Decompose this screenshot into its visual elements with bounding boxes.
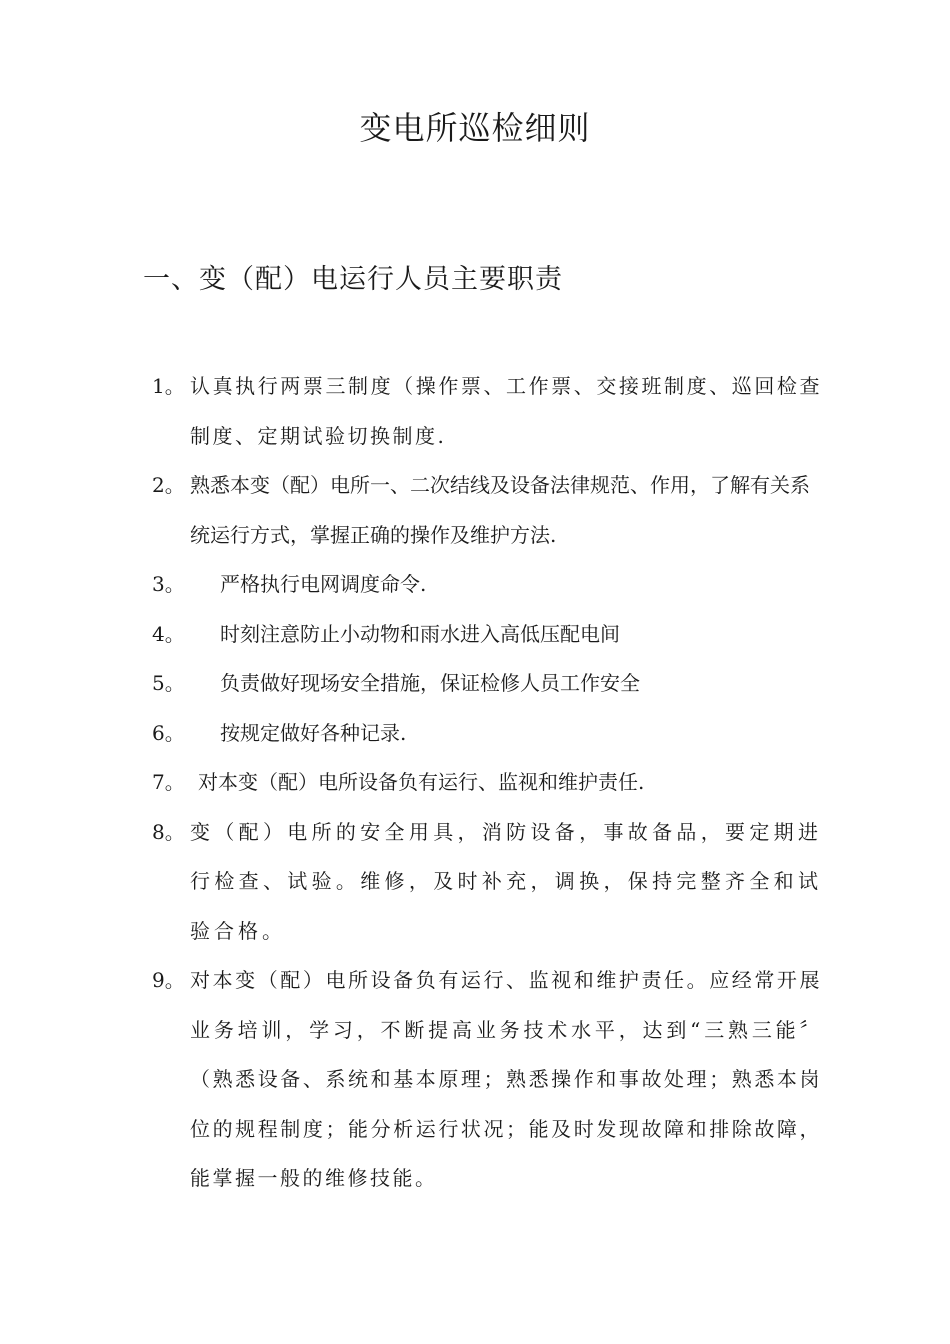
list-item-text: 按规定做好各种记录. bbox=[220, 720, 407, 745]
list-item-text: 变（配）电所的安全用具，消防设备，事故备品，要定期进行检查、试验。维修，及时补充，调换，保持完整齐全和试验合格。 bbox=[190, 819, 822, 943]
list-item-number: 6。 bbox=[152, 720, 185, 745]
list-item bbox=[152, 610, 822, 660]
list-item-text: 认真执行两票三制度（操作票、工作票、交接班制度、巡回检查制度、定期试验切换制度. bbox=[190, 374, 822, 448]
list-item bbox=[152, 758, 822, 808]
list-item bbox=[152, 709, 822, 759]
list-item-text: 熟悉本变（配）电所一、二次结线及设备法律规范、作用，了解有关系统运行方式，掌握正确的操作及维护方法. bbox=[190, 473, 810, 547]
list-item bbox=[152, 560, 822, 610]
list-item-number: 1。 bbox=[152, 374, 185, 398]
list-item-number: 9。 bbox=[152, 968, 185, 992]
list-item-text: 对本变（配）电所设备负有运行、监视和维护责任. bbox=[198, 770, 645, 794]
list-item-text: 时刻注意防止小动物和雨水进入高低压配电间 bbox=[220, 621, 620, 646]
list-item bbox=[152, 461, 822, 560]
list-item-text: 负责做好现场安全措施，保证检修人员工作安全 bbox=[220, 671, 640, 695]
list-item-text: 对本变（配）电所设备负有运行、监视和维护责任。应经常开展业务培训，学习，不断提高业务技术水平，达到“三熟三能〞（熟悉设备、系统和基本原理；熟悉操作和事故处理；熟悉本岗位的规程制度；能分析运行状况；能及时发现故障和排除故障，能掌握一般的维修技能。 bbox=[190, 968, 822, 1190]
list-item bbox=[152, 362, 822, 461]
list-item bbox=[152, 659, 822, 709]
list-item-number: 7。 bbox=[152, 770, 185, 794]
document-title: 变电所巡检细则 bbox=[359, 109, 591, 147]
list-item-text: 严格执行电网调度命令. bbox=[220, 572, 427, 596]
list-item bbox=[152, 808, 822, 957]
list-item-number: 8。 bbox=[152, 819, 185, 844]
list-item-number: 3。 bbox=[152, 572, 185, 596]
list-item-number: 5。 bbox=[152, 671, 185, 695]
section-heading: 一、变（配）电运行人员主要职责 bbox=[143, 264, 563, 295]
list-item-number: 4。 bbox=[152, 621, 185, 646]
list-item bbox=[152, 956, 822, 1204]
list-item-number: 2。 bbox=[152, 473, 185, 497]
duty-list bbox=[152, 362, 822, 1204]
